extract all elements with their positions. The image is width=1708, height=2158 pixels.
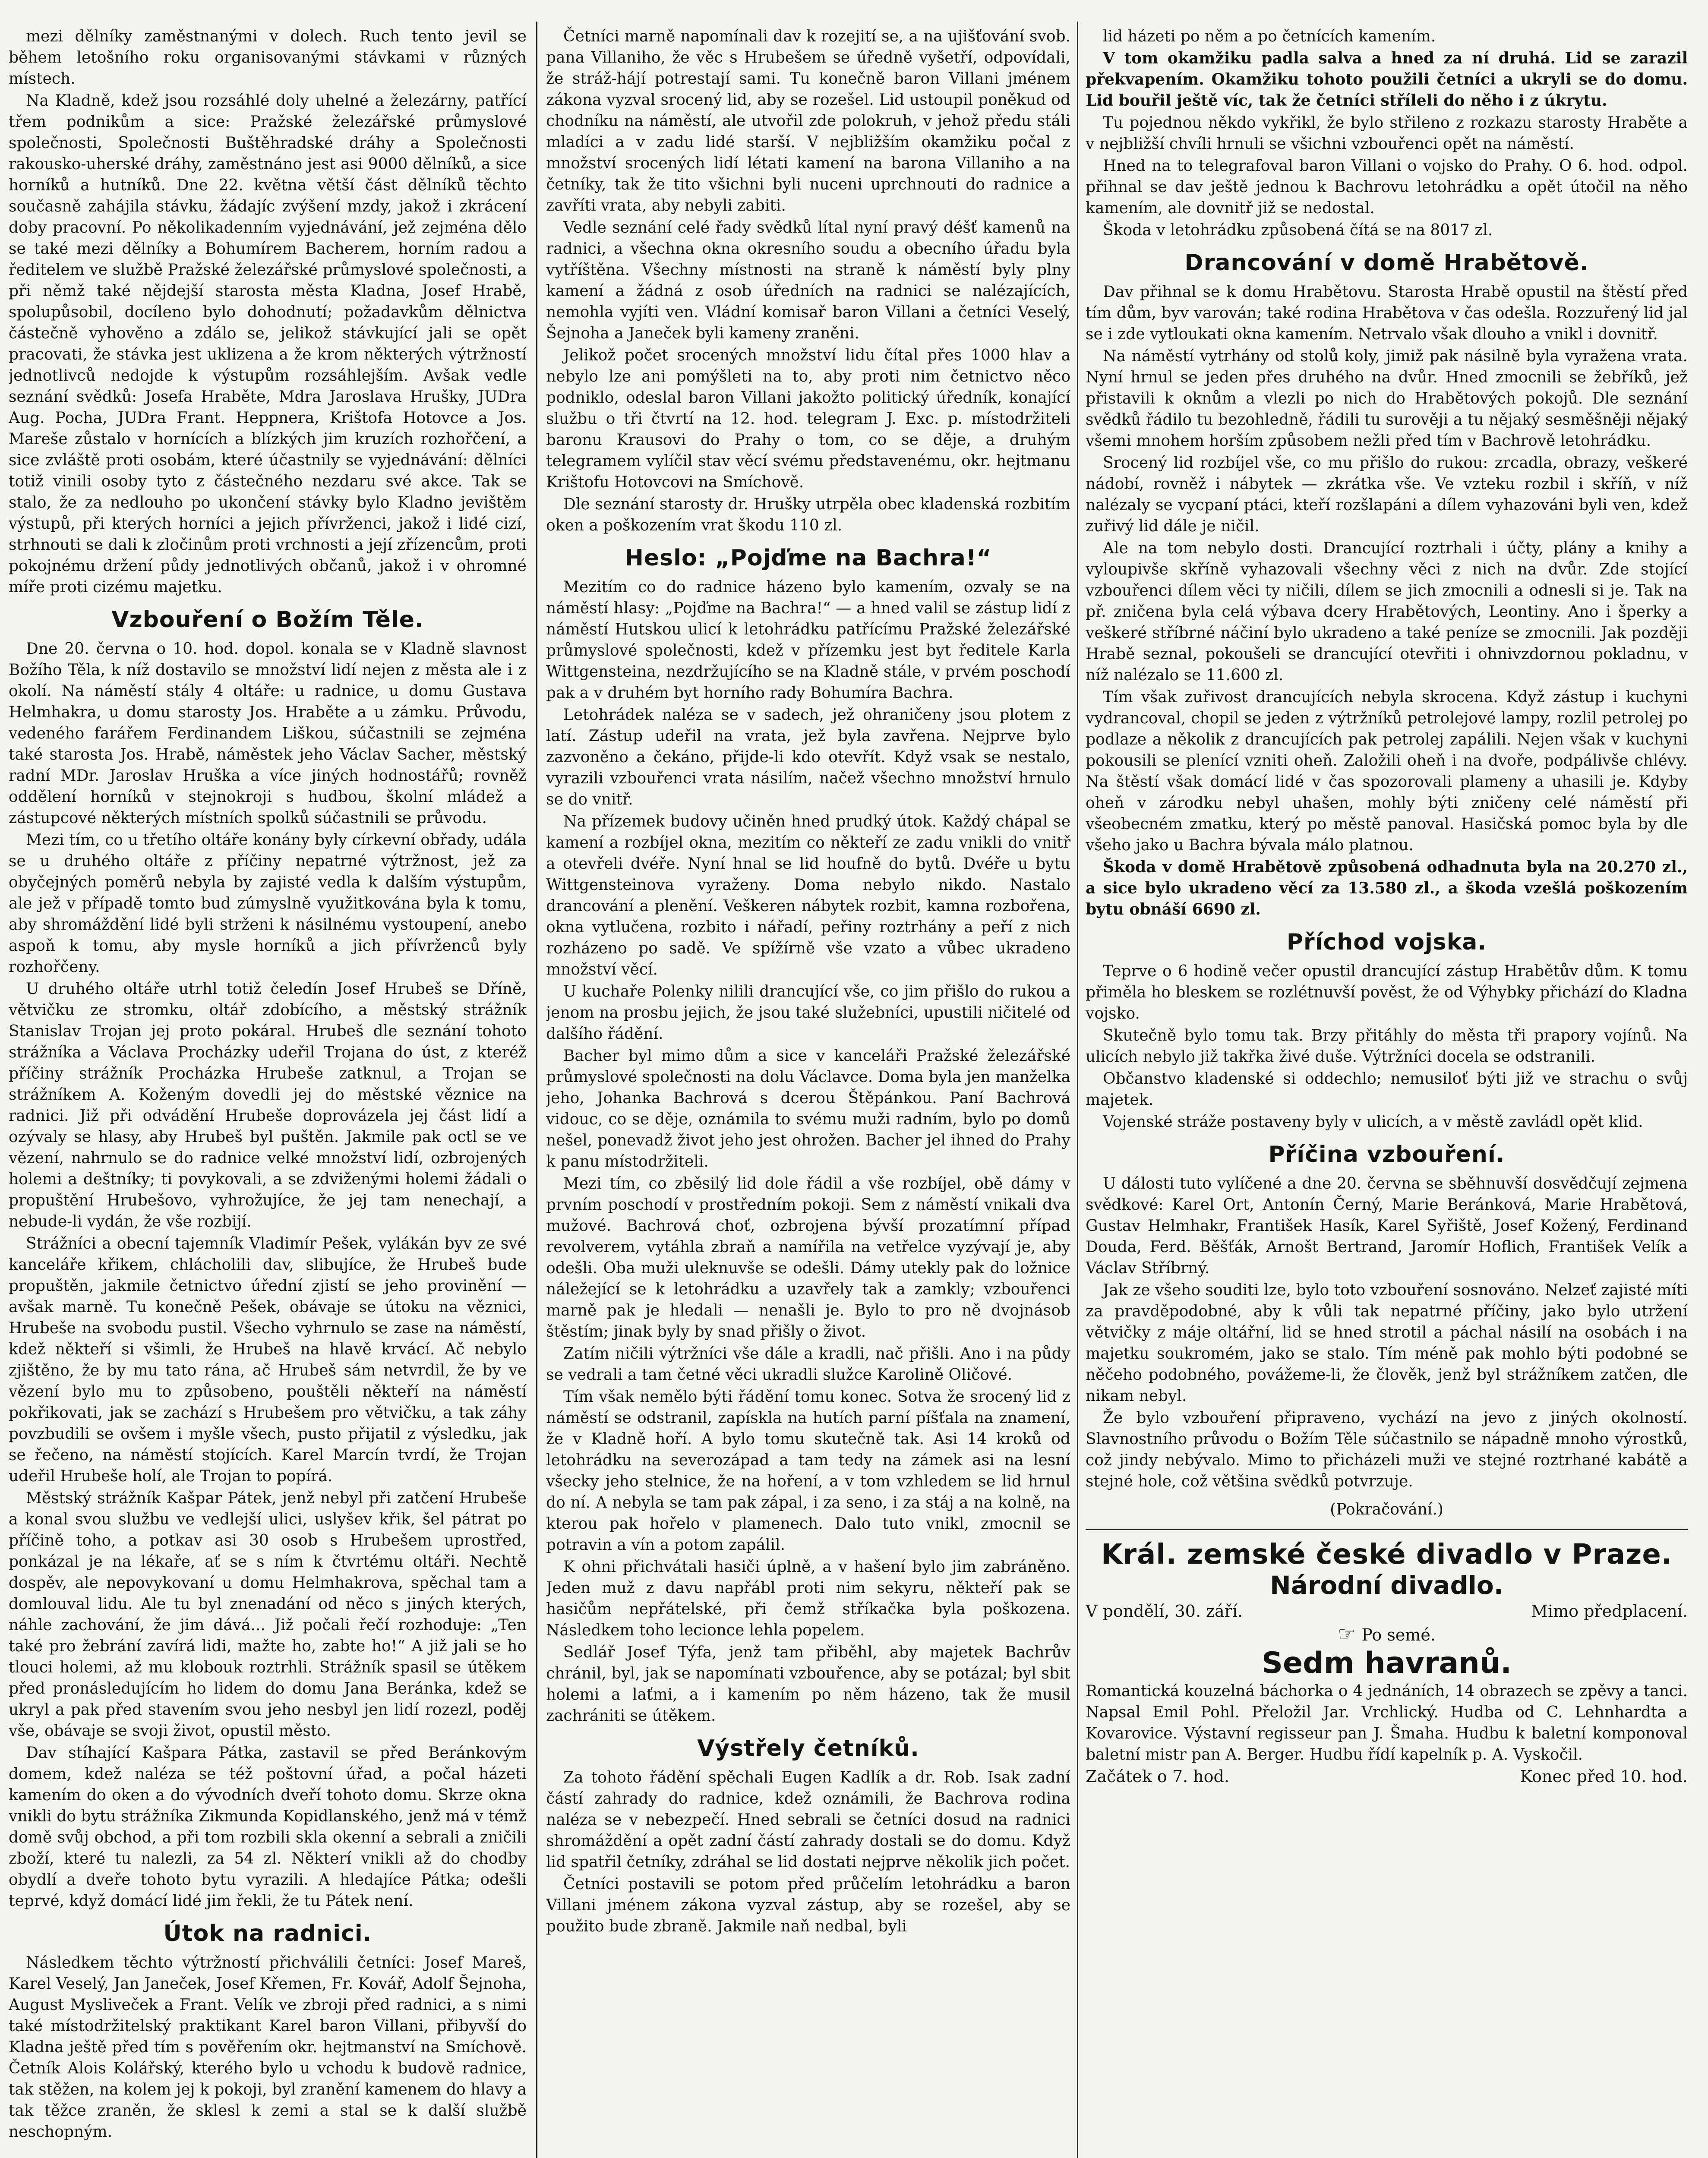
paragraph: Následkem těchto výtržností přichválili četníci: Josef Mareš, Karel Veselý, Jan Janeček, Josef Křemen, Fr. Kovář, Adolf Šejnoha, August Mysliveček a Frant. Velík ve zbroji před radnici, a s nimi také místodržitelský praktikant Karel baron Villani, přibyvší do Kladna ještě před tím s pověřením okr. hejtmanství na Smíchově. Četník Alois Kolářský, kterého bylo u vchodu k budově radnice, tak stěžen, na kolem jej k pokoji, byl zranění kamenem do hlavy a tak těžce zraněn, že sklesl k zemi a stal se k další službě neschopným.: [9, 1954, 527, 2141]
paragraph: lid házeti po něm a po četnících kamením.: [1103, 28, 1436, 45]
paragraph: Ale na tom nebylo dosti. Drancující roztrhali i účty, plány a knihy a vyloupivše skříně vyhazovali všechny věci z nich na dvůr. Zde stojící vzbouřenci dílem věci ty ničili, dílem se jich zmocnili a odnesli si je. Tak na př. zničena byla celá výbava dcery Hrabětových, Leontiny. Ano i šperky a veškeré stříbrné náčiní bylo ukradeno a také peníze se zmocnili. Jak později Hrabě seznal, pokoušeli se drancující otevřiti i ohnivzdornou pokladnu, v níž nalézalo se 11.600 zl.: [1086, 540, 1688, 684]
paragraph: Dav přihnal se k domu Hrabětovu. Starosta Hrabě opustil na štěstí před tím dům, byv varován; také rodina Hrabětova v čas odešla. Rozzuřený lid jal se i zde vytloukati okna kamením. Netrvalo však dlouho a vnikl i dovnitř.: [1086, 283, 1688, 343]
paragraph: Na Kladně, kdež jsou rozsáhlé doly uhelné a železárny, patřící třem podnikům a sice: Pražské železářské průmyslové společnosti, Společnosti Buštěhradské dráhy a Společnosti rakousko-uherské dráhy, zaměstnáno jest asi 9000 dělníků, a sice horníků a hutníků. Dne 22. května větší část dělníků těchto současně zahájila stávku, žádajíc zvýšení mzdy, jakož i zkrácení doby pracovní. Po několikadenním vyjednávání, jež zejména dělo se také mezi dělníky a Bohumírem Bacherem, horním radou a ředitelem ve službě Pražské železářské průmyslové společnosti, a při němž také nějdejší starosta města Kladna, Josef Hrabě, spolupůsobil, docíleno bylo dohodnutí; požadavkům dělnictva částečně vyhověno a zdálo se, jelikož stávkující jali se opět pracovati, že stávka jest uklizena a že krom některých výtržností jednotlivců nedojde k výstupům rozsáhlejším. Avšak vedle seznání svědků: Josefa Hraběte, Mdra Jaroslava Hrušky, JUDra Aug. Pocha, JUDra Frant. Heppnera, Krištofa Hotovce a Jos. Mareše zůstalo v hornících a blízkých jim kruzích rozhořčení, a sice zvláště proti osobám, které účastnily se vyjednávání: dělníci totiž vinili osoby tyto z částečného nezdaru své akce. Tak se stalo, že za nedlouho po ukončení stávky bylo Kladno jevištěm výstupů, při kterých horníci a jejich přívrženci, jakož i lidé cizí, strhnouti se dali k zločinům proti vrchnosti a její zřízencům, proti pokojnému držení půdy jednotlivých občanů, jakož i v ohromné míře proti cizému majetku.: [9, 92, 527, 596]
paragraph: Četníci postavili se potom před průčelím letohrádku a baron Villani jménem zákona vyzval zástup, aby se rozešel, aby se použito bude zbraně. Jakmile naň nedbal, byli: [546, 1875, 1070, 1935]
paragraph: Na přízemek budovy učiněn hned prudký útok. Každý chápal se kamení a rozbíjel okna, mezitím co někteří ze zadu vnikli do vnitř a otevřeli dvéře. Nyní hnal se lid houfně do bytů. Dvéře u bytu Wittgensteinova vyraženy. Doma nebylo nikdo. Nastalo drancování a plenění. Veškeren nábytek rozbit, kamna rozbořena, okna vytlučena, rozbito i nářadí, peřiny roztrhány a peří z nich rozházeno po sadě. Ve spížírně vše vzato a vůbec ukradeno množství věcí.: [546, 813, 1070, 978]
time-row: [1086, 1765, 1688, 1788]
paragraph: Že bylo vzbouření připraveno, vychází na jevo z jiných okolností. Slavnostního průvodu o Božím Těle súčastnilo se nápadně mnoho výrostků, což jindy nebývalo. Mimo to přicházeli muži ve stejné roztrhané kabátě a stejné hole, což většina svědků potvrzuje.: [1086, 1409, 1688, 1490]
pointing-hand-icon: ☞: [1338, 1622, 1356, 1645]
paragraph: Škoda v letohrádku způsobená čítá se na 8017 zl.: [1103, 221, 1493, 239]
performance-number: ☞ Po semé.: [1338, 1622, 1436, 1645]
theatre-title: Král. zemské české divadlo v Praze.: [1101, 1539, 1673, 1571]
paragraph: Četníci marně napomínali dav k rozejití se, a na ujišťování svob. pana Villaniho, že věc s Hrubešem se úředně vyšetří, odpovídali, že stráž-hájí potrestají sami. Tu konečně baron Villani jménem zákona vyzval srocený lid, aby se rozešel. Lid ustoupil poněkud od chodníku na náměstí, ale utvořil zde polokruh, v jehož předu stáli mladíci a v zadu lidé starší. V nejbližším okamžiku počal z množství srocených lidí létati kamení na barona Villaniho a na četníky, tak že tito všichni byli nuceni uprchnouti do radnice a zavříti vrata, aby nebyli zabiti.: [546, 28, 1070, 215]
paragraph: Jak ze všeho souditi lze, bylo toto vzbouření sosnováno. Nelzeť zajisté míti za pravděpodobné, aby k vůli tak nepatrné příčiny, jako bylo utržení větvičky z máje oltářní, lid se hned strotil a páchal násilí na osobách i na majetku soukromém, jako se stalo. Tím méně pak mohlo býti podobné se něčeho podobného, povážeme-li, že člověk, jenž byl strážníkem zatčen, dle nikam nebyl.: [1086, 1281, 1688, 1405]
paragraph: Mezitím co do radnice házeno bylo kamením, ozvaly se na náměstí hlasy: „Pojďme na Bachra!“ — a hned valil se zástup lidí z náměstí Hutskou ulicí k letohrádku patřícímu Pražské železářské průmyslové společnosti, kdež v přízemku jest byt ředitele Karla Wittgensteina, nezdržujícího se na Kladně stále, v prvém poschodí pak a v druhém byt horního rady Bohumíra Bachra.: [546, 578, 1070, 702]
paragraph: Mezi tím, co u třetího oltáře konány byly církevní obřady, udála se u druhého oltáře z příčiny nepatrné výtržnost, jež za obyčejných poměrů nebyla by zajisté vedla k dalším výstupům, ale jež v případě tomto bud zúmyslně využitkována byla k tomu, aby shromáždění lidé byli strženi k násilnému vystoupení, anebo aspoň k tomu, aby mysle horníků a jich přívrženců byly rozhořčeny.: [9, 831, 527, 976]
paragraph: Městský strážník Kašpar Pátek, jenž nebyl při zatčení Hrubeše a konal svou službu ve vedlejší ulici, uslyšev křik, šel pátrat po příčině toho, a potkav asi 30 osob s Hrubešem uprostřed, ponkázal je na lékaře, ať se s ním k čtvrtému oltáři. Nechtě dospěv, ale nepovykovaní u domu Helmhakrova, spěchal tam a domlouval lidu. Ale tu byl znenadání od něco s jiných kterých, náhle zachování, že jim dává... Již počali řečí rozhoduje: „Ten také pro žebrání zavírá lidi, mažte ho, zabte ho!“ A již jali se ho tlouci holemi, až mu klobouk roztrhli. Strážník spasil se útěkem před pronásledujícím ho lidem do domu Jana Beránka, kdež se ukryl a pak před stavením svou jeho nesbyl jen lidí rozezl, poděj vše, obávaje se svoji život, opustil město.: [9, 1489, 527, 1740]
paragraph: mezi dělníky zaměstnanými v dolech. Ruch tento jevil se během letošního roku organisovanými stávkami v různých místech.: [9, 28, 527, 88]
continuation-note: (Pokračování.): [1330, 1501, 1443, 1518]
paragraph: Teprve o 6 hodině večer opustil drancující zástup Hrabětův dům. K tomu přiměla ho bleskem se rozlétnuvší pověst, že od Výhybky přichází do Kladna vojsko.: [1086, 962, 1688, 1022]
paragraph: Za tohoto řádění spěchali Eugen Kadlík a dr. Rob. Isak zadní částí zahrady do radnice, kdež oznámili, že Bachrova rodina naléza se v nebezpečí. Hned sebrali se četníci dosud na radnici shromáždění a opět zadní částí zahrady dostali se do domu. Když lid spatřil četníky, zdráhal se lid dostati nejprve několik jich počet.: [546, 1769, 1070, 1871]
paragraph: Srocený lid rozbíjel vše, co mu přišlo do rukou: zrcadla, obrazy, veškeré nádobí, rovněž i nábytek — zkrátka vše. Ve vzteku rozbil i skříň, v níž nalézaly se vycpaní ptáci, kteří rozšlapáni a dílem vyhazováni byli ven, kdež zuřivý lid dále je ničil.: [1086, 454, 1688, 535]
paragraph: U dálosti tuto vylíčené a dne 20. června se sběhnuvší dosvědčují zejmena svědkové: Karel Ort, Antonín Černý, Marie Beránková, Marie Hrabětová, Gustav Helmhakr, František Hasík, Karel Syřiště, Josef Kožený, Ferdinand Douda, Ferd. Běšťák, Arnošt Bertrand, Jaromír Hoflich, František Velík a Václav Stříbrný.: [1086, 1175, 1688, 1277]
paragraph: Vedle seznání celé řady svědků lítal nyní pravý déšť kamenů na radnici, a všechna okna okresního soudu a obecního úřadu byla vytříštěna. Všechny místnosti na straně k náměstí byly plny kamení a žádná z osob úředních na radnici se nalézajících, nemohla vyjíti ven. Vládní komisař baron Villani a četníci Veselý, Šejnoha a Janeček byli kameny zraněni.: [546, 219, 1070, 342]
play-description: Romantická kouzelná báchorka o 4 jednáních, 14 obrazech se zpěvy a tanci. Napsal Emil Pohl. Přeložil Jar. Vrchlický. Hudba od C. Lehnhardta a Kovarovice. Výstavní regisseur pan J. Šmaha. Hudbu k baletní komponoval baletní mistr pan A. Berger. Hudbu řídí kapelník p. A. Vyskočil.: [1086, 1682, 1688, 1764]
subscription-note: Mimo předplacení.: [1531, 1602, 1688, 1621]
start-time: Začátek o 7. hod.: [1086, 1767, 1229, 1786]
paragraph: Na náměstí vytrhány od stolů koly, jimiž pak násilně byla vyražena vrata. Nyní hrnul se jeden přes druhého na dvůr. Hned zmocnili se žebříků, jež přistavili k oknům a vlezli po nich do Hrabětových pokojů. Dle seznání svědků řádilo tu bezohledně, řádili tu surověji a tu nějaký sesměšněji nějaký všemi mnohem horším způsobem nežli před tím v Bachrově letohrádku.: [1086, 347, 1688, 450]
paragraph: Dne 20. června o 10. hod. dopol. konala se v Kladně slavnost Božího Těla, k níž dostavilo se množství lidí nejen z města ale i z okolí. Na náměstí stály 4 oltáře: u radnice, u domu Gustava Helmhakra, u domu starosty Jos. Hraběte a u zámku. Průvodu, vedeného farářem Ferdinandem Liškou, súčastnili se zejména také starosta Jos. Hrabě, náměstek jeho Václav Sacher, městský radní MDr. Jaroslav Hruška a více jiných hodnostářů; rovněž oddělení horníků v stejnokroji s hudbou, školní mládež a zástupcové některých místních spolků súčastnili se průvodu.: [9, 640, 527, 827]
separator-rule: [1086, 1529, 1688, 1530]
paragraph: Tu pojednou někdo vykřikl, že bylo střileno z rozkazu starosty Hraběte a v nejbližší chvíli hrnuli se všichni vzbouřenci opět na náměstí.: [1086, 114, 1688, 153]
performance-date-row: [1086, 1600, 1688, 1622]
paragraph: Zatím ničili výtržníci vše dále a kradli, nač přišli. Ano i na půdy se vedrali a tam četné věci ukradli služce Karolině Oličové.: [546, 1345, 1070, 1384]
theatre-subtitle: Národní divadlo.: [1270, 1571, 1503, 1600]
section-heading: Vzbouření o Božím Těle.: [111, 607, 424, 633]
paragraph: Občanstvo kladenské si oddechlo; nemusiloť býti již ve strachu o svůj majetek.: [1086, 1070, 1688, 1109]
paragraph: Dav stíhající Kašpara Pátka, zastavil se před Beránkovým domem, kdež naléza se též poštovní úřad, a počal házeti kamením do oken a do vývodních dveří tohoto domu. Skrze okna vnikli do bytu strážníka Zikmunda Kopidlanského, jenž má v témž domě svůj obchod, a při tom rozbili skla okenní a sebrali a zničili zboží, které tu nalezli, za 54 zl. Některí vnikli až do chodby obydlí a dveře tohoto bytu vyrazili. A hledajíce Pátka; odešli teprvé, když domácí lidé jim řekli, že tu Pátek není.: [9, 1744, 527, 1910]
column-divider: [1077, 22, 1078, 2158]
paragraph: Tím však zuřivost drancujících nebyla skrocena. Když zástup i kuchyni vydrancoval, chopil se jeden z výtržníků petrolejové lampy, rozlil petrolej po podlaze a několik z drancujících pak petrolej zapálili. Nejen však v kuchyni pokousili se plenící vzniti oheň. Založili oheň i na dvoře, podpálivše chlévy. Na štěstí však domácí lidé v čas spozorovali plameny a uhasili je. Kdyby oheň v zárodku nebyl uhašen, mohly býti zničeny celé náměstí při všeobecném zmatku, který po městě panoval. Hasičská pomoc byla by dle všeho jako u Bachra bývala málo platnou.: [1086, 688, 1688, 854]
column-3: [1086, 26, 1688, 2158]
paragraph: V tom okamžiku padla salva a hned za ní druhá. Lid se zarazil překvapením. Okamžiku tohoto použili četníci a ukryli se do domu. Lid bouřil ještě víc, tak že četníci stříleli do něho i z úkrytu.: [1086, 49, 1688, 110]
paragraph: U druhého oltáře utrhl totiž čeledín Josef Hrubeš se Dříně, větvičku ze stromku, oltář zdobícího, a městský strážník Stanislav Trojan jej proto pokáral. Hrubeš dle seznání tohoto strážníka a Václava Procházky udeřil Trojana do úst, z kteréž příčiny strážník Procházka Hrubeše zatknul, a Trojan se strážníkem A. Koženým dovedli jej do městské věznice na radnici. Již při odvádění Hrubeše doprovázela jej část lidí a ozývaly se hlasy, aby Hrubeš byl puštěn. Jakmile pak octl se ve vězení, nahrnulo se do radnice velké množství lidí, ozbrojených holemi a deštníky; ti povykovali, a se zdviženými holemi žádali o propuštění Hrubešovo, vyhrožujíce, že jej tam nenechají, a nebude-li vydán, že vše rozbijí.: [9, 980, 527, 1230]
paragraph: Sedlář Josef Týfa, jenž tam přiběhl, aby majetek Bachrův chránil, byl, jak se napomínati vzbouřence, aby se potázal; byl sbit holemi a laťmi, a i kamením po něm házeno, tak že musil zachrániti se útěkem.: [546, 1644, 1070, 1725]
paragraph: Letohrádek naléza se v sadech, jež ohraničeny jsou plotem z latí. Zástup udeřil na vrata, jež byla zavřena. Nejprve bylo zazvoněno a čekáno, přijde-li kdo otevřít. Když vsak se nestalo, vyrazili vzbouřenci vrata násilím, načež všechno množství hrnulo se do vnitř.: [546, 706, 1070, 808]
paragraph: Skutečně bylo tomu tak. Brzy přitáhly do města tři prapory vojínů. Na ulicích nebylo již takřka živé duše. Výtržníci docela se odstranili.: [1086, 1027, 1688, 1066]
paragraph: Hned na to telegrafoval baron Villani o vojsko do Prahy. O 6. hod. odpol. přihnal se dav ještě jednou k Bachrovu letohrádku a opět útočil na něho kamením, ale dovnitř již se nedostal.: [1086, 157, 1688, 217]
column-1: [9, 26, 527, 2158]
paragraph: Škoda v domě Hrabětově způsobená odhadnuta byla na 20.270 zl., a sice bylo ukradeno věcí za 13.580 zl., a škoda vzešlá poškozením bytu obnáší 6690 zl.: [1086, 858, 1688, 918]
end-time: Konec před 10. hod.: [1520, 1767, 1688, 1786]
section-heading: Výstřely četníků.: [697, 1735, 919, 1761]
section-heading: Útok na radnici.: [163, 1921, 372, 1947]
paragraph: Vojenské stráže postaveny byly v ulicích, a v městě zavládl opět klid.: [1103, 1113, 1643, 1131]
column-divider: [536, 22, 537, 2158]
paragraph: Strážníci a obecní tajemník Vladimír Pešek, vylákán byv ze své kanceláře křikem, chlácholili dav, slibujíce, že Hrubeš bude propuštěn, jakmile četnictvo úřední zjistí se jeho provinění — avšak marně. Tu konečně Pešek, obávaje se útoku na věznici, Hrubeše na svobodu pustil. Všecho vyhrnulo se zase na náměstí, kdež někteří si všimli, že Hrubeš na hlavě krvácí. Ač nebylo zjištěno, že by mu tato rána, ač Hrubeš sám netvrdil, že by ve vězení bylo mu to způsobeno, pouštěli někteří na náměstí pokřikovati, jak se zachází s Hrubešem pro větvičku, a tak záhy povzbudili se ovšem i myšle všech, pusto přijatil z výsledku, jak se řečeno, na náměstí stojících. Karel Marcín tvrdí, že Trojan udeřil Hrubeše holí, ale Trojan to popírá.: [9, 1235, 527, 1485]
paragraph: Bacher byl mimo dům a sice v kanceláři Pražské železářské průmyslové společnosti na dolu Václavce. Doma byla jen manželka jeho, Johanka Bachrová s dcerou Štěpánkou. Paní Bachrová vidouc, co se děje, oznámila to svému muži radním, bylo po domů nešel, ponevadž život jeho jest ohrožen. Bacher jel ihned do Prahy k panu místodržiteli.: [546, 1047, 1070, 1170]
paragraph: U kuchaře Polenky nilili drancující vše, co jim přišlo do rukou a jenom na prosbu jejich, že jsou také služebníci, upustili ničitelé od dalšího řádění.: [546, 983, 1070, 1043]
paragraph: Tím však nemělo býti řádění tomu konec. Sotva že srocený lid z náměstí se odstranil, zapískla na hutích parní píšťala na znamení, že v Kladně hoří. A bylo tomu skutečně tak. Asi 14 kroků od letohrádku na severozápad a tam tedy na zámek asi na lesní všecky jeho stelnice, že na hoření, a v tom vzhledem se lid hrnul do ní. A nebyla se tam pak zápal, i za seno, i za stáj a na kolně, na kterou pak hořelo v plamenech. Dalo tuto vnikl, zmocnil se potravin a vín a potom zapálil.: [546, 1388, 1070, 1554]
paragraph: Jelikož počet srocených množství lidu čítal přes 1000 hlav a nebylo lze ani pomýšleti na to, aby proti nim četnictvo něco podniklo, odeslal baron Villani jakožto politický úředník, konající službu o tři čtvrtí na 12. hod. telegram J. Exc. p. místodržiteli baronu Krausovi do Prahy o tom, co se děje, a druhým telegramem vylíčil stav věcí svému představenému, okr. hejtmanu Krištofu Hotovcovi na Smíchově.: [546, 347, 1070, 491]
column-2: [546, 26, 1070, 2158]
paragraph: K ohni přichvátali hasiči úplně, a v hašení bylo jim zabráněno. Jeden muž z davu napřábl proti nim sekyru, někteří pak se hasičům nepřátelské, při čemž stříkačka byla poškozena. Následkem toho lecionce lehla popelem.: [546, 1558, 1070, 1639]
section-heading: Heslo: „Pojďme na Bachra!“: [625, 545, 992, 571]
paragraph: Dle seznání starosty dr. Hrušky utrpěla obec kladenská rozbitím oken a poškozením vrat škodu 110 zl.: [546, 495, 1070, 534]
section-heading: Drancování v domě Hrabětově.: [1184, 250, 1589, 276]
performance-date: V pondělí, 30. září.: [1086, 1602, 1243, 1621]
paragraph: Mezi tím, co zběsilý lid dole řádil a vše rozbíjel, obě dámy v prvním poschodí v prostředním pokoji. Sem z náměstí vnikali dva mužové. Bachrová choť, ozbrojena bývší prozatímní případ revolverem, vytáhla zbraň a namířila na vetřelce vyzývají je, aby odešli. Oba muži uleknuvše se odešli. Dámy utekly pak do ložnice náležející se k letohrádku a uzavřely tak a zamkly; vzbouřenci marně pak je hledali — nenašli je. Bylo to pro ně dvojnásob štěstím; jinak byly by snad přišly o život.: [546, 1175, 1070, 1341]
section-heading: Příčina vzbouření.: [1268, 1142, 1505, 1167]
theatre-advertisement: [1086, 1539, 1688, 1788]
section-heading: Příchod vojska.: [1286, 929, 1487, 955]
play-title: Sedm havranů.: [1262, 1646, 1512, 1680]
